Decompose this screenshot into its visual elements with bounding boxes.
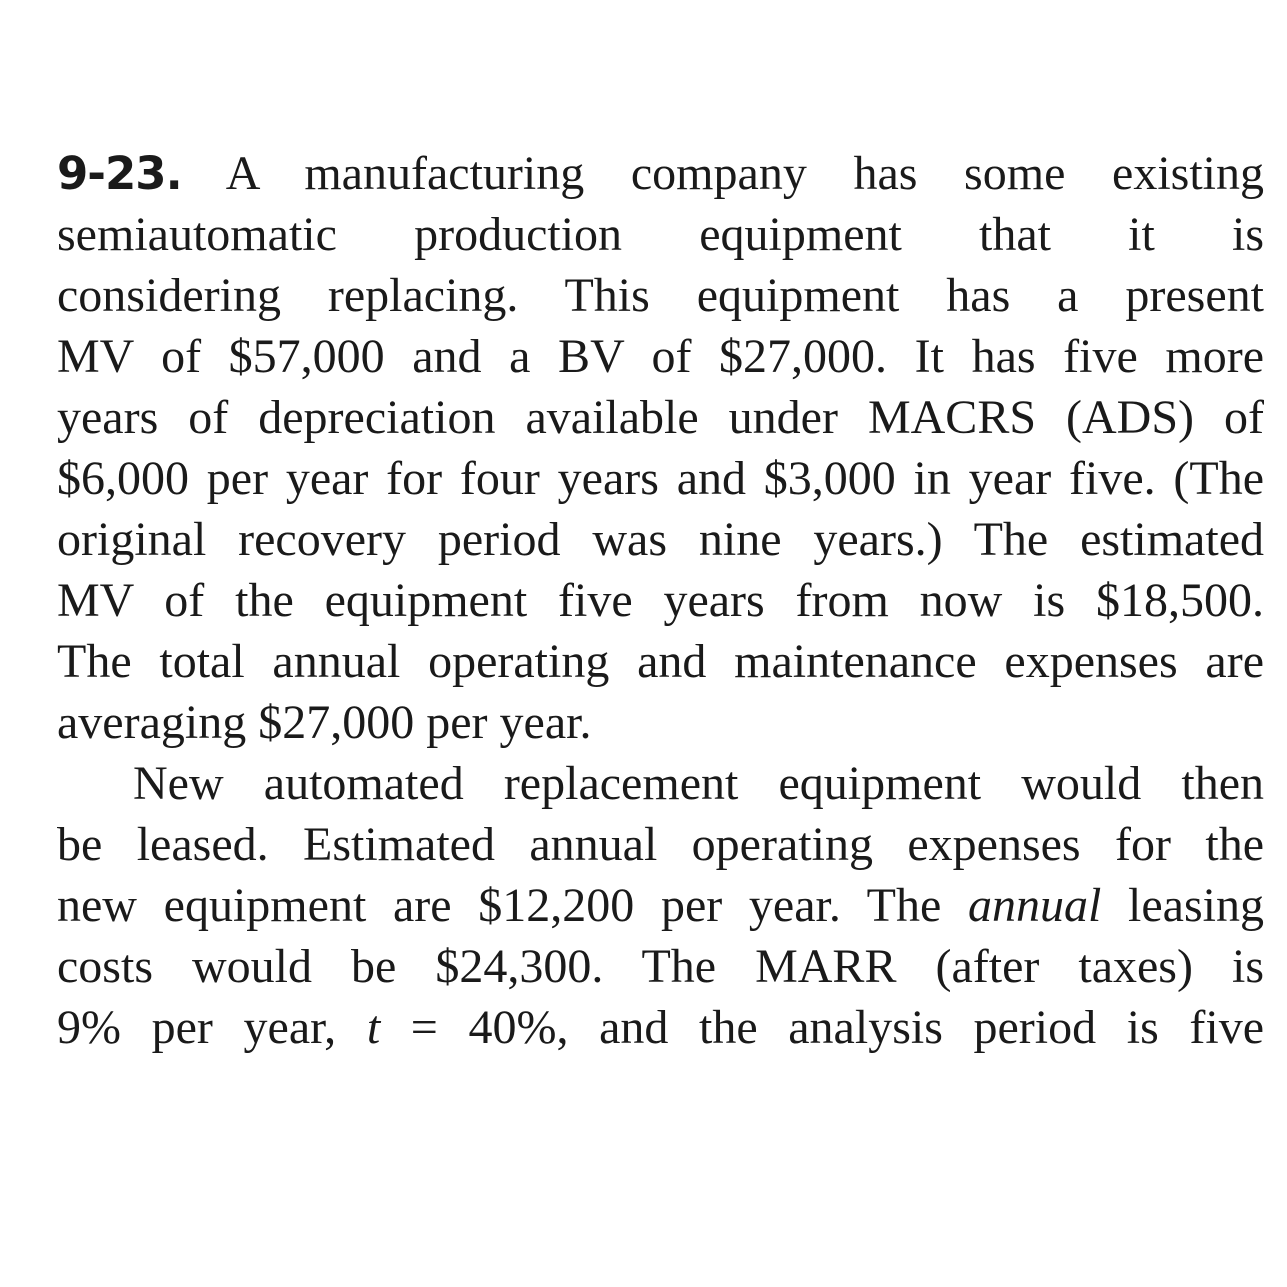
paragraph1-line2: semiautomatic production equipment that it is [57, 208, 1264, 261]
problem-text [57, 143, 1264, 1058]
paragraph2-line3-start: new equipment are $12,200 per year. The [57, 879, 968, 932]
paragraph1-line1 [57, 143, 1264, 204]
paragraph2-line4: costs would be $24,300. The MARR (after taxes) is [57, 940, 1264, 993]
problem-number: 9-23. [57, 147, 182, 200]
paragraph1-line8: MV of the equipment five years from now is $18,500. [57, 574, 1264, 627]
paragraph1-line4: MV of $57,000 and a BV of $27,000. It has five more [57, 330, 1264, 383]
paragraph1-line6: $6,000 per year for four years and $3,000 in year five. (The [57, 452, 1264, 505]
paragraph2-line2: be leased. Estimated annual operating expenses for the [57, 818, 1264, 871]
paragraph2-line5 [57, 997, 1264, 1058]
italic-variable-t: t [366, 1001, 381, 1054]
paragraph1-line3: considering replacing. This equipment has a present [57, 269, 1264, 322]
paragraph2-line5-end: = 40%, and the analysis period is five [380, 1001, 1264, 1054]
paragraph1-line7: original recovery period was nine years.) The estimated [57, 513, 1264, 566]
italic-word-annual: annual [968, 879, 1102, 932]
paragraph1-line10: averaging $27,000 per year. [57, 696, 592, 749]
paragraph1-line9: The total annual operating and maintenance expenses are [57, 635, 1264, 688]
paragraph1-line1-text: A manufacturing company has some existing [181, 147, 1264, 200]
paragraph2-line5-start: 9% per year, [57, 1001, 367, 1054]
paragraph2-line1: New automated replacement equipment would then [133, 757, 1264, 810]
paragraph2-line3-end: leasing [1101, 879, 1264, 932]
paragraph2-line3 [57, 875, 1264, 936]
paragraph1-line5: years of depreciation available under MACRS (ADS) of [57, 391, 1264, 444]
